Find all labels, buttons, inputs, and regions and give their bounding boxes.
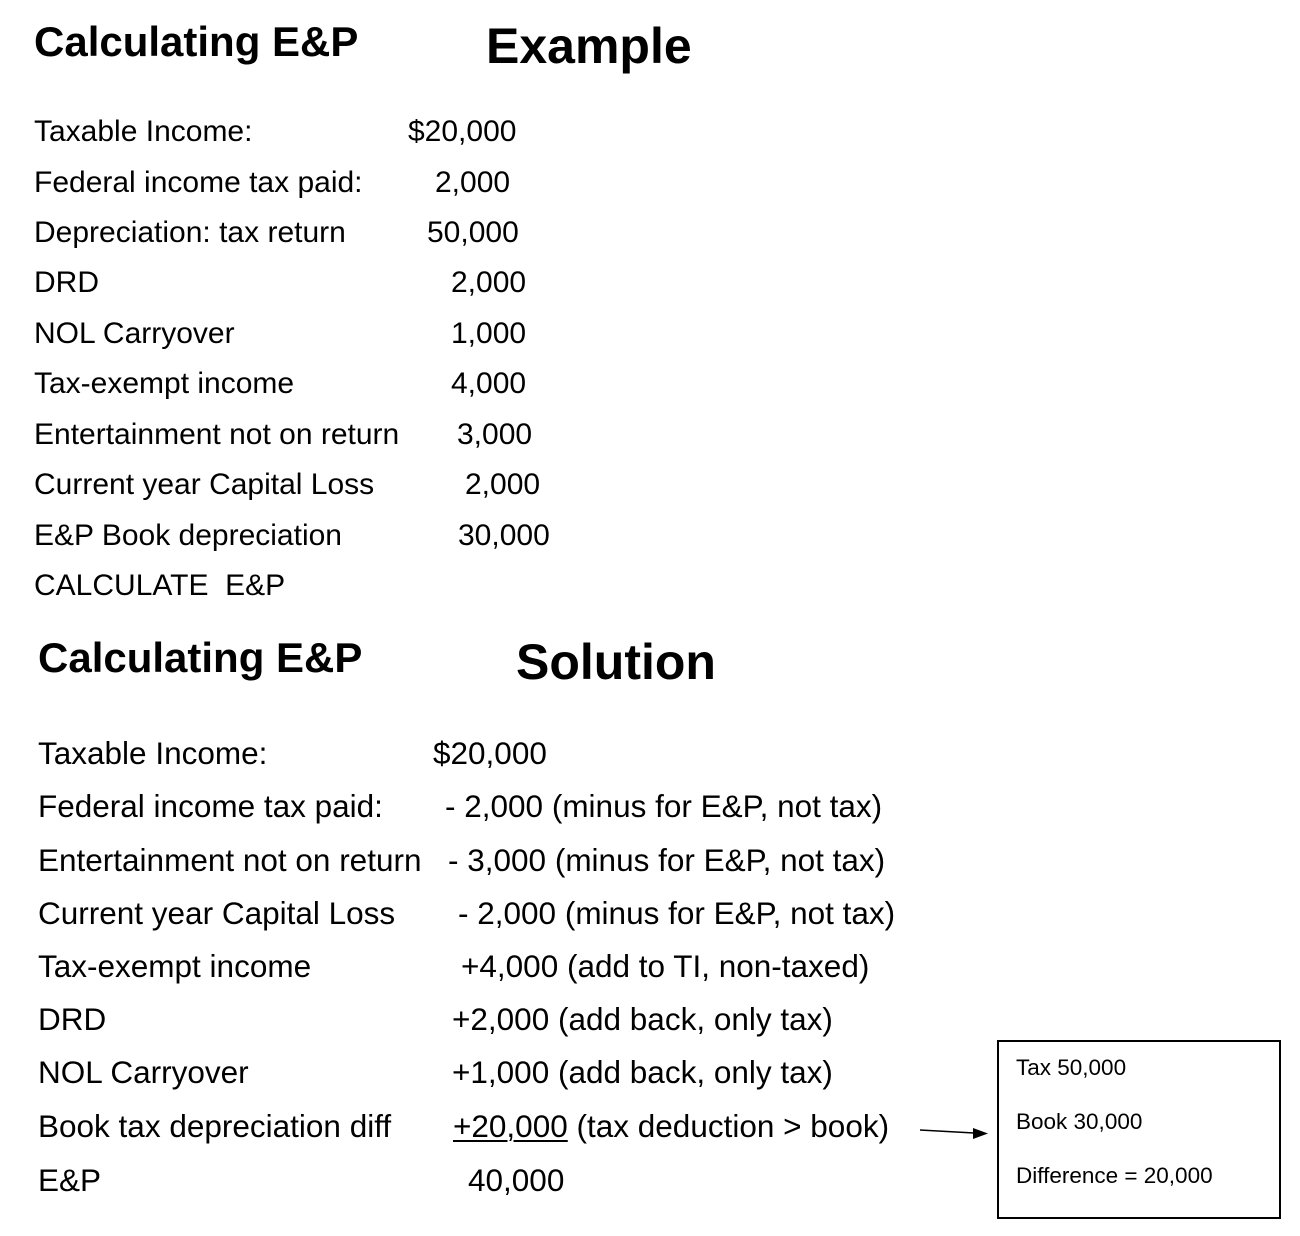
example-label-tax-exempt: Tax-exempt income [34, 367, 295, 400]
solution-amount: 40,000 [468, 1162, 565, 1198]
solution-amount: - 3,000 [448, 842, 547, 878]
solution-note: (add back, only tax) [549, 1001, 833, 1037]
example-value-entertainment: 3,000 [457, 418, 533, 451]
solution-note: (tax deduction > book) [567, 1108, 890, 1144]
solution-value-capital-loss [458, 895, 896, 931]
note-line-difference: Difference = 20,000 [1016, 1163, 1213, 1188]
solution-value-ep [468, 1162, 565, 1198]
solution-amount: +2,000 [452, 1001, 550, 1037]
example-label-book-depreciation: E&P Book depreciation [34, 519, 342, 552]
solution-value-nol [452, 1054, 833, 1090]
solution-label-nol: NOL Carryover [38, 1054, 249, 1090]
solution-title: Calculating E&P [38, 634, 363, 681]
solution-subtitle: Solution [516, 634, 716, 690]
solution-value-tax-exempt [461, 948, 870, 984]
solution-note: (minus for E&P, not tax) [556, 895, 896, 931]
solution-value-taxable-income [433, 735, 547, 771]
example-label-federal-tax: Federal income tax paid: [34, 166, 363, 199]
example-value-nol: 1,000 [451, 317, 527, 350]
solution-note: (minus for E&P, not tax) [543, 788, 883, 824]
solution-label-drd: DRD [38, 1001, 107, 1037]
solution-label-tax-exempt: Tax-exempt income [38, 948, 312, 984]
example-value-taxable-income: $20,000 [408, 115, 517, 148]
example-label-depreciation-tax: Depreciation: tax return [34, 216, 346, 249]
solution-amount: - 2,000 [445, 788, 544, 824]
depreciation-note-box [997, 1040, 1281, 1219]
example-label-taxable-income: Taxable Income: [34, 115, 253, 148]
solution-value-depreciation-diff [453, 1108, 890, 1144]
solution-amount: - 2,000 [458, 895, 557, 931]
note-line-book: Book 30,000 [1016, 1109, 1143, 1134]
solution-note: (minus for E&P, not tax) [546, 842, 886, 878]
example-value-depreciation-tax: 50,000 [427, 216, 519, 249]
example-subtitle: Example [486, 18, 692, 74]
solution-label-depreciation-diff: Book tax depreciation diff [38, 1108, 392, 1144]
example-value-book-depreciation: 30,000 [458, 519, 550, 552]
note-line-tax: Tax 50,000 [1016, 1055, 1127, 1080]
solution-note: (add back, only tax) [549, 1054, 833, 1090]
arrow-right-icon [918, 1120, 990, 1144]
example-title: Calculating E&P [34, 18, 359, 65]
solution-amount: +1,000 [452, 1054, 550, 1090]
solution-value-federal-tax [445, 788, 883, 824]
example-label-entertainment: Entertainment not on return [34, 418, 400, 451]
solution-note: (add to TI, non-taxed) [558, 948, 870, 984]
example-label-drd: DRD [34, 266, 99, 299]
solution-label-entertainment: Entertainment not on return [38, 842, 422, 878]
solution-label-taxable-income: Taxable Income: [38, 735, 268, 771]
solution-amount: $20,000 [433, 735, 547, 771]
solution-amount: +4,000 [461, 948, 559, 984]
solution-label-capital-loss: Current year Capital Loss [38, 895, 396, 931]
example-prompt: CALCULATE E&P [34, 569, 286, 602]
solution-value-drd [452, 1001, 833, 1037]
example-value-drd: 2,000 [451, 266, 527, 299]
solution-label-federal-tax: Federal income tax paid: [38, 788, 383, 824]
example-value-federal-tax: 2,000 [435, 166, 511, 199]
solution-label-ep: E&P [38, 1162, 102, 1198]
example-label-nol: NOL Carryover [34, 317, 235, 350]
example-value-tax-exempt: 4,000 [451, 367, 527, 400]
example-label-capital-loss: Current year Capital Loss [34, 468, 375, 501]
solution-amount-underlined: +20,000 [453, 1108, 568, 1144]
solution-value-entertainment [448, 842, 886, 878]
example-value-capital-loss: 2,000 [465, 468, 541, 501]
